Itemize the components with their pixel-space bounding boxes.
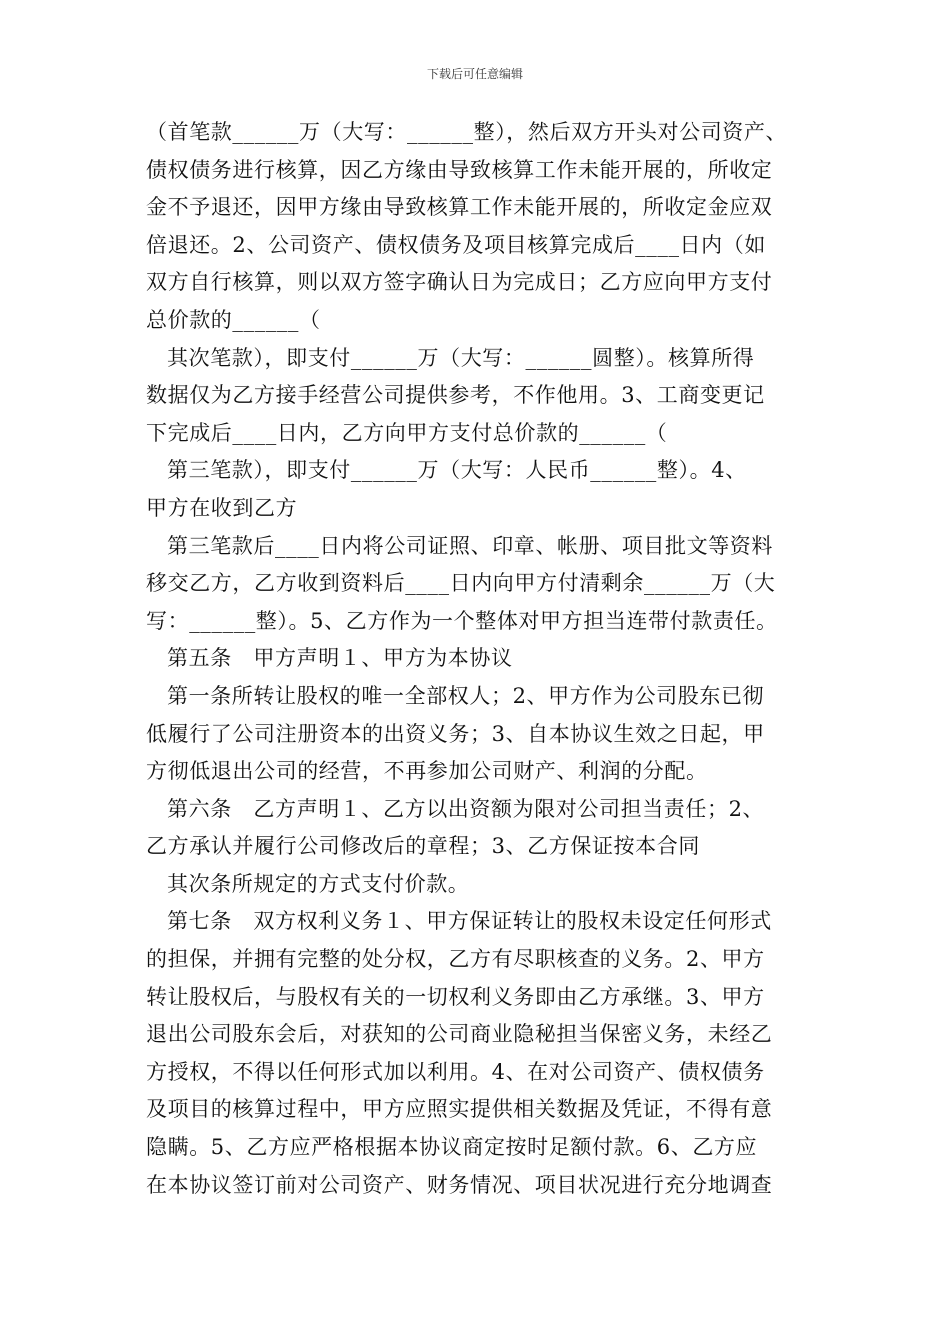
body-line: 移交乙方，乙方收到资料后____日内向甲方付清剩余______万（大 [146, 571, 776, 596]
article-five-heading-line: 第五条 甲方声明１、甲方为本协议 [167, 646, 513, 671]
body-line: 下完成后____日内，乙方向甲方支付总价款的______（ [146, 420, 668, 445]
body-line: 双方自行核算，则以双方签字确认日为完成日；乙方应向甲方支付 [146, 270, 773, 295]
body-line: 数据仅为乙方接手经营公司提供参考，不作他用。3、工商变更记 [146, 383, 765, 408]
body-line: 在本协议签订前对公司资产、财务情况、项目状况进行充分地调查 [146, 1172, 773, 1197]
body-line: 第三笔款），即支付______万（大写：人民币______整）。4、 [167, 458, 747, 483]
body-line: 倍退还。2、公司资产、债权债务及项目核算完成后____日内（如 [146, 232, 766, 257]
body-line: 金不予退还，因甲方缘由导致核算工作未能开展的，所收定金应双 [146, 195, 773, 220]
body-line: 总价款的______（ [146, 307, 321, 332]
body-line: 第一条所转让股权的唯一全部权人；2、甲方作为公司股东已彻 [167, 683, 765, 708]
body-line: 甲方在收到乙方 [146, 495, 298, 520]
body-line: 转让股权后，与股权有关的一切权利义务即由乙方承继。3、甲方 [146, 984, 765, 1009]
body-line: 退出公司股东会后，对获知的公司商业隐秘担当保密义务，未经乙 [146, 1022, 773, 1047]
body-line: 债权债务进行核算，因乙方缘由导致核算工作未能开展的，所收定 [146, 157, 773, 182]
body-line: 乙方承认并履行公司修改后的章程；3、乙方保证按本合同 [146, 834, 700, 859]
body-line: 方彻低退出公司的经营，不再参加公司财产、利润的分配。 [146, 759, 708, 784]
body-line: 第三笔款后____日内将公司证照、印章、帐册、项目批文等资料 [167, 533, 773, 558]
body-line: 隐瞒。5、乙方应严格根据本协议商定按时足额付款。6、乙方应 [146, 1135, 758, 1160]
article-seven-heading-line: 第七条 双方权利义务１、甲方保证转让的股权未设定任何形式 [167, 909, 772, 934]
body-line: 写：______整）。5、乙方作为一个整体对甲方担当连带付款责任。 [146, 608, 778, 633]
page-header-note: 下载后可任意编辑 [426, 67, 523, 81]
body-line: 及项目的核算过程中，甲方应照实提供相关数据及凭证，不得有意 [146, 1097, 773, 1122]
body-line: 其次笔款），即支付______万（大写：______圆整）。核算所得 [167, 345, 755, 370]
article-six-heading-line: 第六条 乙方声明１、乙方以出资额为限对公司担当责任；2、 [167, 796, 765, 821]
body-line: 其次条所规定的方式支付价款。 [167, 871, 470, 896]
body-line: （首笔款______万（大写：______整），然后双方开头对公司资产、 [146, 120, 788, 144]
document-body [146, 114, 810, 1204]
body-line: 的担保，并拥有完整的处分权，乙方有尽职核查的义务。2、甲方 [146, 947, 765, 972]
body-line: 低履行了公司注册资本的出资义务；3、自本协议生效之日起，甲 [146, 721, 765, 746]
body-line: 方授权，不得以任何形式加以利用。4、在对公司资产、债权债务 [146, 1059, 765, 1084]
